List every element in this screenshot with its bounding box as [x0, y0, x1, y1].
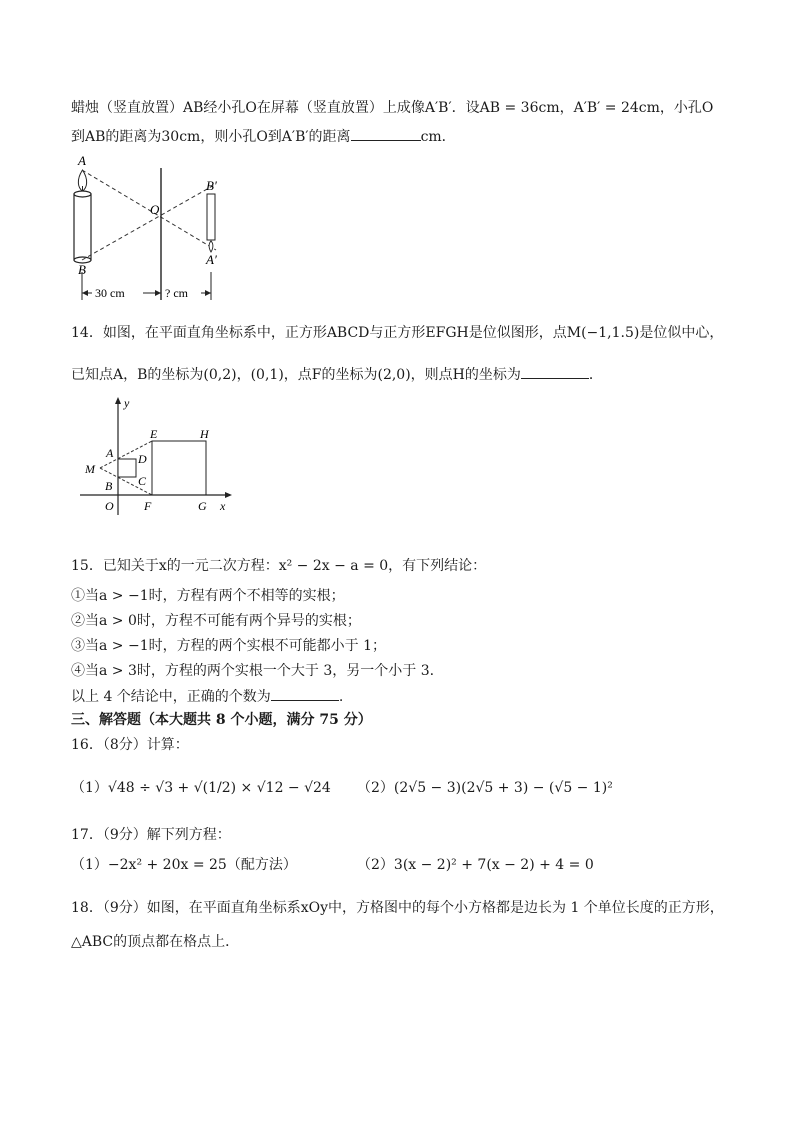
q18-line2: △ABC的顶点都在格点上．	[71, 934, 240, 950]
candle-image	[207, 194, 215, 240]
square-ABCD	[118, 459, 136, 477]
answer-blank[interactable]	[271, 686, 339, 701]
q17-stem: 17．（9分）解下列方程：	[71, 827, 231, 843]
label-C: C	[138, 474, 147, 488]
label-E: E	[150, 427, 158, 441]
homothety-figure	[80, 395, 240, 517]
q17-part1: （1）−2x² + 20x = 25（配方法）	[71, 857, 297, 873]
q15-claim-1: ①当a > −1时，方程有两个不相等的实根；	[71, 588, 345, 604]
q14-line1: 14．如图，在平面直角坐标系中，正方形ABCD与正方形EFGH是位似图形，点M(−1,1.5)是位似中心，	[71, 325, 724, 341]
q13-line2-text: 到AB的距离为30cm，则小孔O到A′B′的距离	[71, 129, 351, 145]
dist-left-label: 30 cm	[95, 286, 125, 300]
label-O: O	[150, 202, 160, 217]
answer-blank[interactable]	[521, 364, 589, 379]
q15-stem: 15．已知关于x的一元二次方程：x² − 2x − a = 0，有下列结论：	[71, 558, 487, 574]
dist-right-label: ? cm	[165, 286, 188, 300]
label-A: A	[106, 446, 114, 460]
label-B-prime: B′	[206, 178, 217, 193]
label-H: H	[200, 427, 209, 441]
label-x: x	[220, 499, 226, 513]
q15-ask-end: .	[338, 689, 344, 705]
label-B: B	[105, 479, 113, 493]
label-B: B	[78, 262, 86, 277]
q18-line1: 18．（9分）如图，在平面直角坐标系xOy中，方格图中的每个小方格都是边长为 1 个单位长度的正方形，	[71, 900, 724, 916]
q17-part2: （2）3(x − 2)² + 7(x − 2) + 4 = 0	[357, 857, 594, 873]
square-EFGH	[152, 441, 206, 495]
q16-stem: 16．（8分）计算：	[71, 737, 189, 753]
label-D: D	[138, 452, 147, 466]
candle-body	[74, 194, 91, 260]
answer-blank[interactable]	[351, 126, 421, 141]
label-y: y	[124, 396, 130, 410]
q14-line2	[71, 364, 603, 385]
section-heading: 三、解答题（本大题共 8 个小题，满分 75 分）	[71, 712, 372, 728]
label-O: O	[105, 499, 114, 513]
pinhole-figure	[68, 150, 238, 310]
label-A: A	[78, 153, 86, 168]
q15-claim-4: ④当a > 3时，方程的两个实根一个大于 3，另一个小于 3.	[71, 663, 435, 679]
q15-ask	[71, 686, 343, 707]
q13-line2	[71, 126, 456, 147]
q14-line2-text: 已知点A，B的坐标为(0,2)，(0,1)，点F的坐标为(2,0)，则点H的坐标为	[71, 367, 521, 383]
q13-line2-unit: cm．	[420, 129, 456, 145]
q15-ask-text: 以上 4 个结论中，正确的个数为	[71, 689, 271, 705]
q15-claim-3: ③当a > −1时，方程的两个实根不可能都小于 1；	[71, 638, 386, 654]
label-M: M	[85, 462, 95, 476]
label-A-prime: A′	[206, 252, 217, 267]
q13-line1: 蜡烛（竖直放置）AB经小孔O在屏幕（竖直放置）上成像A′B′．设AB = 36cm，A′B′ = 24cm，小孔O	[71, 100, 714, 116]
q15-claim-2: ②当a > 0时，方程不可能有两个异号的实根；	[71, 613, 361, 629]
q16-part1: （1）√48 ÷ √3 + √(1/2) × √12 − √24	[71, 780, 331, 796]
label-F: F	[144, 499, 152, 513]
q16-part2: （2）(2√5 − 3)(2√5 + 3) − (√5 − 1)²	[357, 780, 613, 796]
label-G: G	[198, 499, 207, 513]
q14-line2-end: ．	[588, 367, 603, 383]
